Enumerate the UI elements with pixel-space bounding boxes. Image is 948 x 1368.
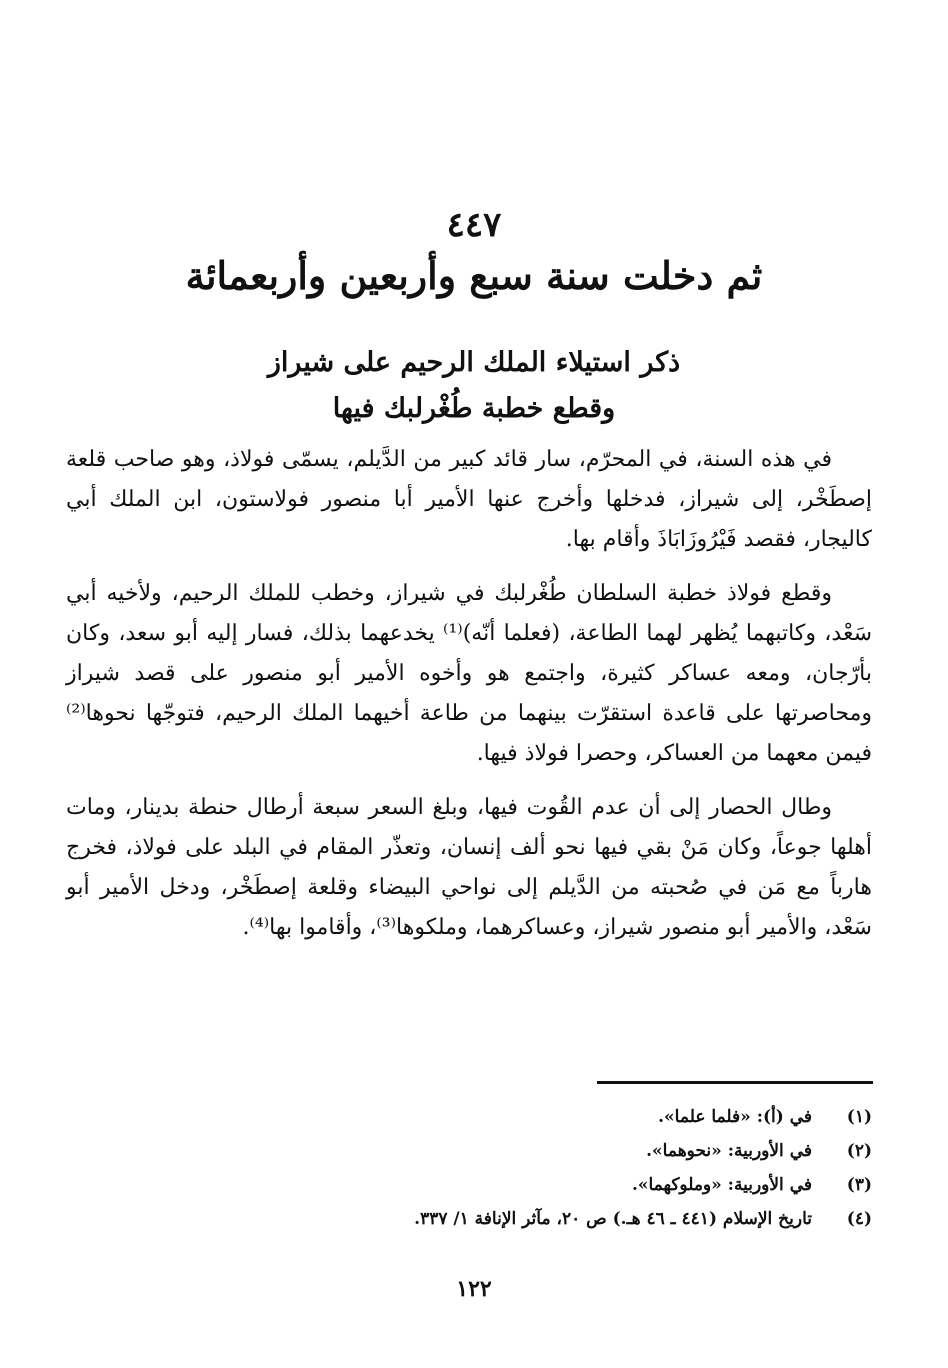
page-number: ١٢٢ xyxy=(456,1276,492,1302)
paragraph-1: في هذه السنة، في المحرّم، سار قائد كبير من الدَّيلم، يسمّى فولاذ، وهو صاحب قلعة إصطَخْر، إلى شيراز، فدخلها وأخرج عنها الأمير أبا منصور فولاستون، ابن الملك أبي كاليجار، فقصد فَيْرُوزَابَاذَ وأقام بها. xyxy=(66,447,872,552)
chapter-title: ثم دخلت سنة سبع وأربعين وأربعمائة xyxy=(185,253,763,298)
paragraph-2: وقطع فولاذ خطبة السلطان طُغْرلبك في شيراز، وخطب للملك الرحيم، ولأخيه أبي سَعْد، وكاتبهما يُظهر لهما الطاعة، (فعلما أنّه)⁽¹⁾ يخدعهما بذلك، فسار إليه أبو سعد، وكان بأرّجان، ومعه عساكر كثيرة، واجتمع هو وأخوه الأمير أبو منصور على قصد شيراز ومحاصرتها على قاعدة استقرّت بينهما من طاعة أخيهما الملك الرحيم، فتوجّها نحوها⁽²⁾ فيمن معهما من العساكر، وحصرا فولاذ فيها. xyxy=(66,581,872,766)
footnote-number: (١) xyxy=(846,1107,872,1127)
footnote-text: في الأوربية: «وملوكهما». xyxy=(631,1175,812,1195)
footnotes xyxy=(66,1100,874,1236)
footnote-4 xyxy=(66,1202,874,1236)
footnote-number: (٤) xyxy=(846,1209,872,1229)
footnote-number: (٣) xyxy=(846,1175,872,1195)
footnote-number: (٢) xyxy=(846,1141,872,1161)
footnote-text: في (أ): «فلما علما». xyxy=(658,1107,812,1127)
footnote-text: في الأوربية: «نحوهما». xyxy=(646,1141,812,1161)
footnote-1 xyxy=(66,1100,874,1134)
footnote-2 xyxy=(66,1134,874,1168)
section-heading xyxy=(0,340,948,432)
footnote-3 xyxy=(66,1168,874,1202)
year-number: ٤٤٧ xyxy=(446,205,502,245)
section-heading-line-1: ذكر استيلاء الملك الرحيم على شيراز xyxy=(267,347,681,378)
footnote-text: تاريخ الإسلام (٤٤١ ـ ٤٦ هـ.) ص ٢٠، مآثر الإنافة ١/ ٣٣٧. xyxy=(414,1209,812,1229)
footnote-divider xyxy=(597,1081,873,1084)
body-text xyxy=(66,440,872,962)
section-heading-line-2: وقطع خطبة طُغْرلبك فيها xyxy=(332,393,616,424)
paragraph-3: وطال الحصار إلى أن عدم القُوت فيها، وبلغ السعر سبعة أرطال حنطة بدينار، ومات أهلها جوعاً، وكان مَنْ بقي فيها نحو ألف إنسان، وتعذّر المقام في البلد على فولاذ، فخرج هارباً مع مَن في صُحبته من الدَّيلم إلى نواحي البيضاء وقلعة إصطَخْر، ودخل الأمير أبو سَعْد، والأمير أبو منصور شيراز، وعساكرهما، وملكوها⁽³⁾، وأقاموا بها⁽⁴⁾. xyxy=(66,795,872,940)
